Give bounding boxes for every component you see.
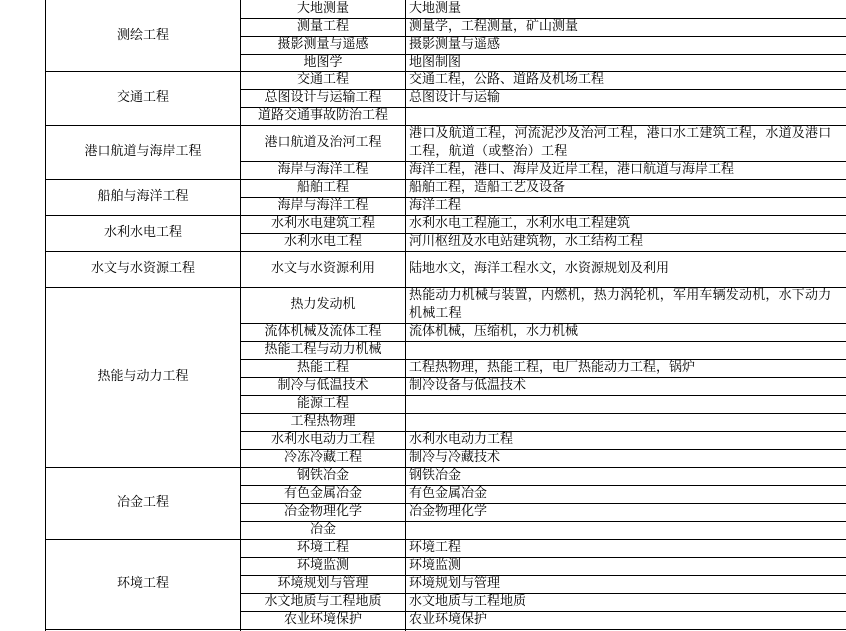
major-cell: 水文地质与工程地质 xyxy=(264,594,382,609)
major-cell: 海岸与海洋工程 xyxy=(277,198,369,213)
description-cell: 陆地水文，海洋工程水文，水资源规划及利用 xyxy=(409,261,670,276)
major-cell: 水利水电建筑工程 xyxy=(270,216,375,231)
description-cell: 环境工程 xyxy=(409,540,462,555)
major-cell: 环境工程 xyxy=(296,540,349,555)
major-cell: 港口航道及治河工程 xyxy=(264,135,382,150)
major-cell: 冶金物理化学 xyxy=(283,504,362,519)
category-cell: 交通工程 xyxy=(116,90,169,105)
major-cell: 农业环境保护 xyxy=(283,612,362,627)
major-cell: 热能工程 xyxy=(296,360,349,375)
group-separator xyxy=(45,629,846,630)
description-cell: 摄影测量与遥感 xyxy=(409,37,501,52)
description-cell: 农业环境保护 xyxy=(409,612,488,627)
description-cell: 海洋工程 xyxy=(409,198,462,213)
category-cell: 冶金工程 xyxy=(116,495,169,510)
description-cell: 环境监测 xyxy=(409,558,462,573)
description-cell: 环境规划与管理 xyxy=(409,576,501,591)
major-cell: 道路交通事故防治工程 xyxy=(257,108,388,123)
description-cell xyxy=(406,395,846,413)
description-cell: 流体机械，压缩机，水力机械 xyxy=(409,324,579,339)
description-cell: 水利水电动力工程 xyxy=(409,432,514,447)
major-cell: 水利水电动力工程 xyxy=(270,432,375,447)
major-cell: 钢铁冶金 xyxy=(296,468,349,483)
description-cell: 港口及航道工程，河流泥沙及治河工程，港口水工建筑工程，水道及港口工程，航道（或整治）工程 xyxy=(409,126,832,159)
category-cell: 环境工程 xyxy=(116,576,169,591)
category-cell: 测绘工程 xyxy=(116,27,169,43)
major-cell: 测量工程 xyxy=(296,19,349,34)
description-cell xyxy=(406,107,846,125)
category-cell: 船舶与海洋工程 xyxy=(97,189,189,204)
major-cell: 地图学 xyxy=(303,54,343,70)
major-cell: 船舶工程 xyxy=(296,180,349,195)
major-cell: 冶金 xyxy=(309,522,336,537)
description-cell: 河川枢纽及水电站建筑物，水工结构工程 xyxy=(409,234,644,249)
major-cell: 热力发动机 xyxy=(290,297,356,312)
major-cell: 环境规划与管理 xyxy=(277,576,369,591)
category-cell: 热能与动力工程 xyxy=(97,369,189,384)
major-cell: 流体机械及流体工程 xyxy=(264,324,382,339)
major-cell: 环境监测 xyxy=(296,558,349,573)
major-cell: 有色金属冶金 xyxy=(283,486,362,501)
major-cell: 水利水电工程 xyxy=(283,234,362,249)
description-cell: 制冷与冷藏技术 xyxy=(409,450,501,465)
description-cell: 海洋工程，港口、海岸及近岸工程，港口航道与海岸工程 xyxy=(409,162,735,177)
description-cell: 船舶工程，造船工艺及设备 xyxy=(409,180,566,195)
description-cell: 工程热物理，热能工程，电厂热能动力工程，锅炉 xyxy=(409,360,696,375)
major-cell: 热能工程与动力机械 xyxy=(264,342,382,357)
category-cell: 港口航道与海岸工程 xyxy=(84,144,202,159)
major-cell: 海岸与海洋工程 xyxy=(277,162,369,177)
description-cell: 有色金属冶金 xyxy=(409,486,488,501)
major-cell: 大地测量 xyxy=(296,1,349,16)
major-cell: 能源工程 xyxy=(296,396,349,411)
description-cell: 测量学，工程测量，矿山测量 xyxy=(409,19,579,34)
description-cell: 大地测量 xyxy=(409,1,462,16)
major-cell: 摄影测量与遥感 xyxy=(277,37,369,52)
major-cell: 水文与水资源利用 xyxy=(270,261,375,276)
major-cell: 工程热物理 xyxy=(290,414,356,429)
major-cell: 冷冻冷藏工程 xyxy=(283,450,362,465)
category-cell: 水文与水资源工程 xyxy=(90,261,195,276)
description-cell: 交通工程，公路、道路及机场工程 xyxy=(409,72,605,87)
description-cell: 水文地质与工程地质 xyxy=(409,594,527,609)
description-cell: 冶金物理化学 xyxy=(409,504,488,519)
description-cell xyxy=(406,413,846,431)
description-cell: 钢铁冶金 xyxy=(409,468,462,483)
description-cell xyxy=(406,341,846,359)
description-cell: 地图制图 xyxy=(409,54,462,70)
description-cell xyxy=(406,521,846,539)
category-cell: 水利水电工程 xyxy=(103,225,182,240)
description-cell: 热能动力机械与装置，内燃机，热力涡轮机，军用车辆发动机，水下动力机械工程 xyxy=(409,288,832,321)
major-cell: 交通工程 xyxy=(296,72,349,87)
major-cell: 总图设计与运输工程 xyxy=(264,90,382,105)
description-cell: 水利水电工程施工，水利水电工程建筑 xyxy=(409,216,631,231)
description-cell: 制冷设备与低温技术 xyxy=(409,378,527,393)
major-cell: 制冷与低温技术 xyxy=(277,378,369,393)
description-cell: 总图设计与运输 xyxy=(409,90,501,105)
